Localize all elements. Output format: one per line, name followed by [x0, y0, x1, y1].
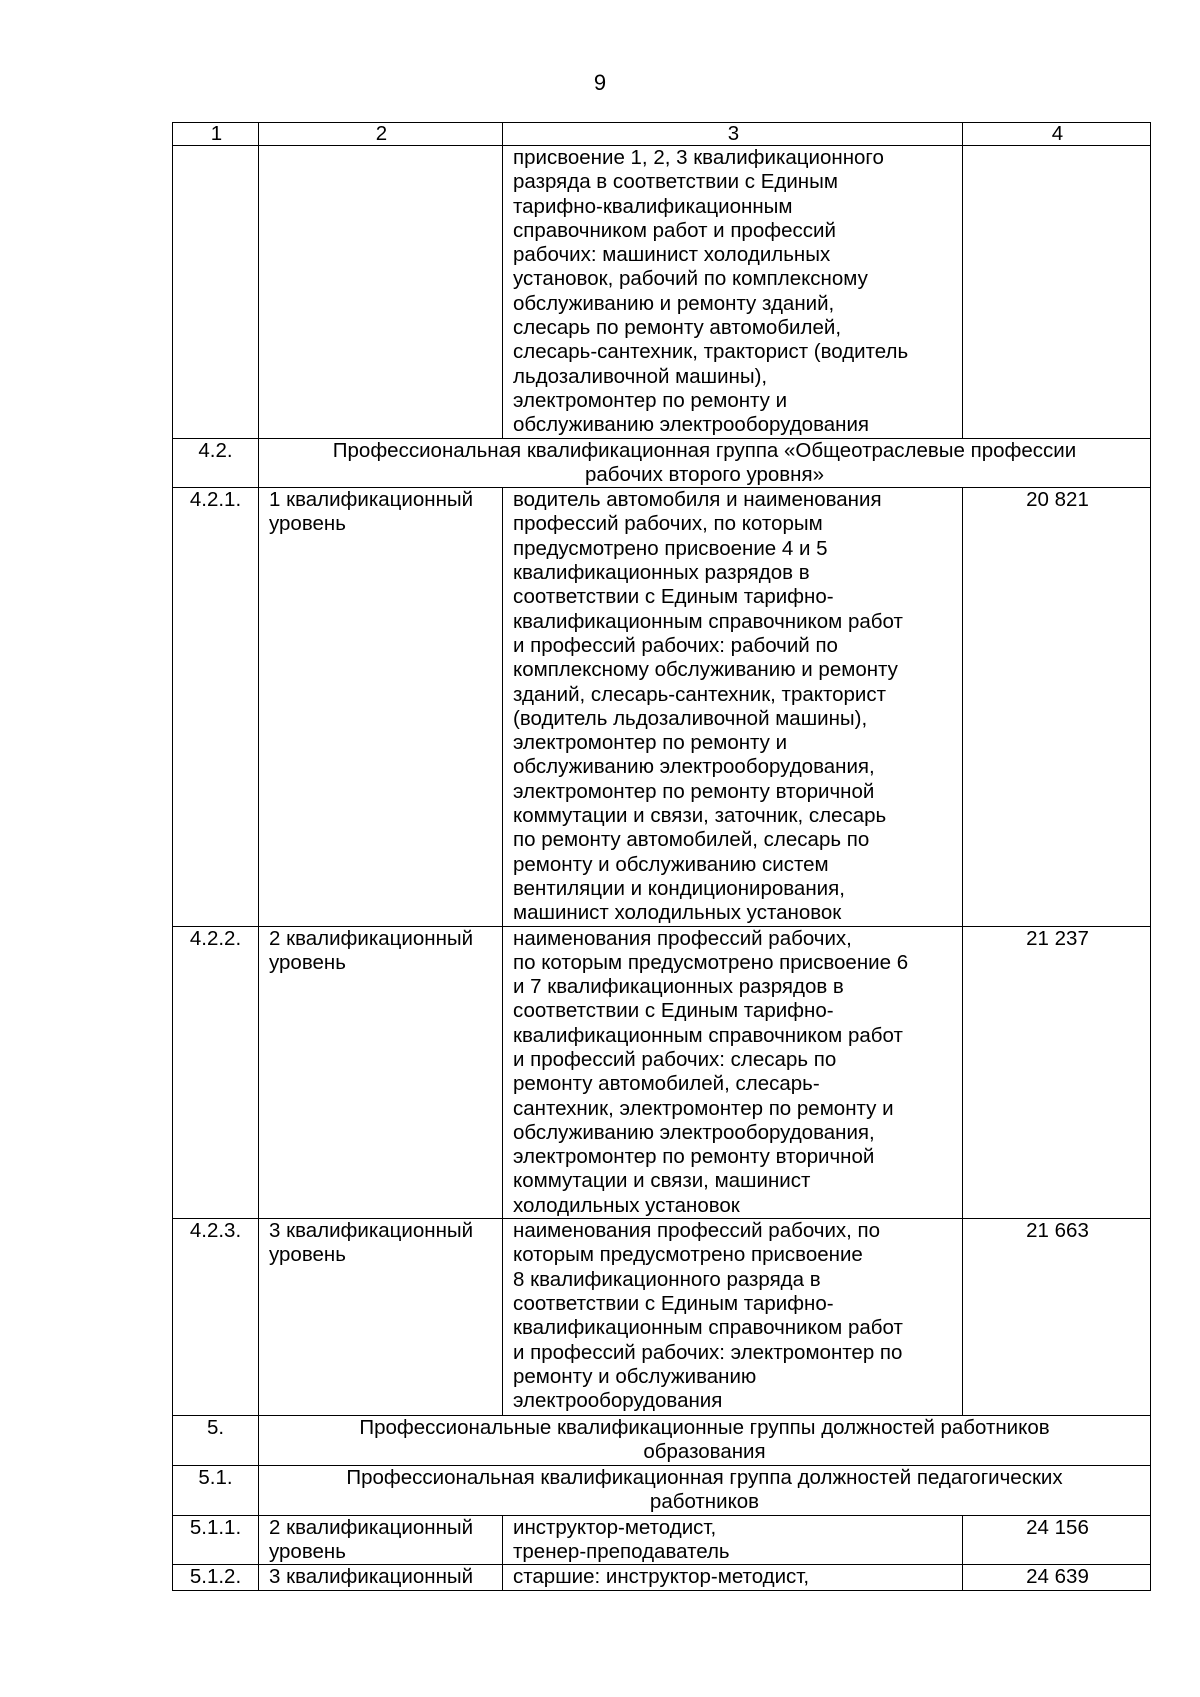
row-number: 4.2.3.	[173, 1219, 259, 1416]
salary-value: 20 821	[963, 488, 1151, 926]
qualification-level: 2 квалификационный уровень	[259, 1515, 503, 1565]
profession-description: наименования профессий рабочих, по которым предусмотрено присвоение 6 и 7 квалификационных разрядов в соответствии с Единым тарифно- квалификационным справочником работ и профессий рабочих: слесарь по ремонту автомобилей, слесарь- сантехник, электромонтер по ремонту и обслуживанию электрооборудования, электромонтер по ремонту вторичной коммутации и связи, машинист холодильных установок	[503, 926, 963, 1219]
salary-value	[963, 146, 1151, 439]
qualification-level: 1 квалификационный уровень	[259, 488, 503, 926]
column-header: 1	[173, 123, 259, 146]
qualification-level: 2 квалификационный уровень	[259, 926, 503, 1219]
salary-value: 21 663	[963, 1219, 1151, 1416]
profession-description: водитель автомобиля и наименования профессий рабочих, по которым предусмотрено присвоение 4 и 5 квалификационных разрядов в соответствии с Единым тарифно- квалификационным справочником работ и профессий рабочих: рабочий по комплексному обслуживанию и ремонту зданий, слесарь-сантехник, тракторист (водитель льдозаливочной машины), электромонтер по ремонту и обслуживанию электрооборудования, электромонтер по ремонту вторичной коммутации и связи, заточник, слесарь по ремонту автомобилей, слесарь по ремонту и обслуживанию систем вентиляции и кондиционирования, машинист холодильных установок	[503, 488, 963, 926]
qualification-level: 3 квалификационный уровень	[259, 1219, 503, 1416]
column-header: 2	[259, 123, 503, 146]
row-number: 5.1.2.	[173, 1565, 259, 1590]
row-number: 4.2.	[173, 438, 259, 488]
table-row	[173, 488, 1151, 926]
group-title: Профессиональная квалификационная группа должностей педагогических работников	[259, 1466, 1151, 1516]
salary-value: 24 639	[963, 1565, 1151, 1590]
table-row	[173, 926, 1151, 1219]
group-row	[173, 438, 1151, 488]
group-row	[173, 1416, 1151, 1466]
profession-description: присвоение 1, 2, 3 квалификационного разряда в соответствии с Единым тарифно-квалификационным справочником работ и профессий рабочих: машинист холодильных установок, рабочий по комплексному обслуживанию и ремонту зданий, слесарь по ремонту автомобилей, слесарь-сантехник, тракторист (водитель льдозаливочной машины), электромонтер по ремонту и обслуживанию электрооборудования	[503, 146, 963, 439]
table-row	[173, 1219, 1151, 1416]
table-row	[173, 146, 1151, 439]
salary-value: 21 237	[963, 926, 1151, 1219]
row-number: 5.1.	[173, 1466, 259, 1516]
page-number: 9	[593, 70, 607, 95]
row-number: 4.2.1.	[173, 488, 259, 926]
group-title: Профессиональные квалификационные группы должностей работников образования	[259, 1416, 1151, 1466]
row-number: 4.2.2.	[173, 926, 259, 1219]
column-header: 4	[963, 123, 1151, 146]
row-number: 5.	[173, 1416, 259, 1466]
salary-table	[172, 122, 1151, 1591]
profession-description: старшие: инструктор-методист,	[503, 1565, 963, 1590]
table-header-row	[173, 123, 1151, 146]
row-number: 5.1.1.	[173, 1515, 259, 1565]
group-title: Профессиональная квалификационная группа «Общеотраслевые профессии рабочих второго уровня»	[259, 438, 1151, 488]
table-row	[173, 1565, 1151, 1590]
table-row	[173, 1515, 1151, 1565]
row-number	[173, 146, 259, 439]
group-row	[173, 1466, 1151, 1516]
qualification-level	[259, 146, 503, 439]
profession-description: наименования профессий рабочих, по которым предусмотрено присвоение 8 квалификационного разряда в соответствии с Единым тарифно- квалификационным справочником работ и профессий рабочих: электромонтер по ремонту и обслуживанию электрооборудования	[503, 1219, 963, 1416]
column-header: 3	[503, 123, 963, 146]
profession-description: инструктор-методист, тренер-преподаватель	[503, 1515, 963, 1565]
salary-value: 24 156	[963, 1515, 1151, 1565]
qualification-level: 3 квалификационный	[259, 1565, 503, 1590]
